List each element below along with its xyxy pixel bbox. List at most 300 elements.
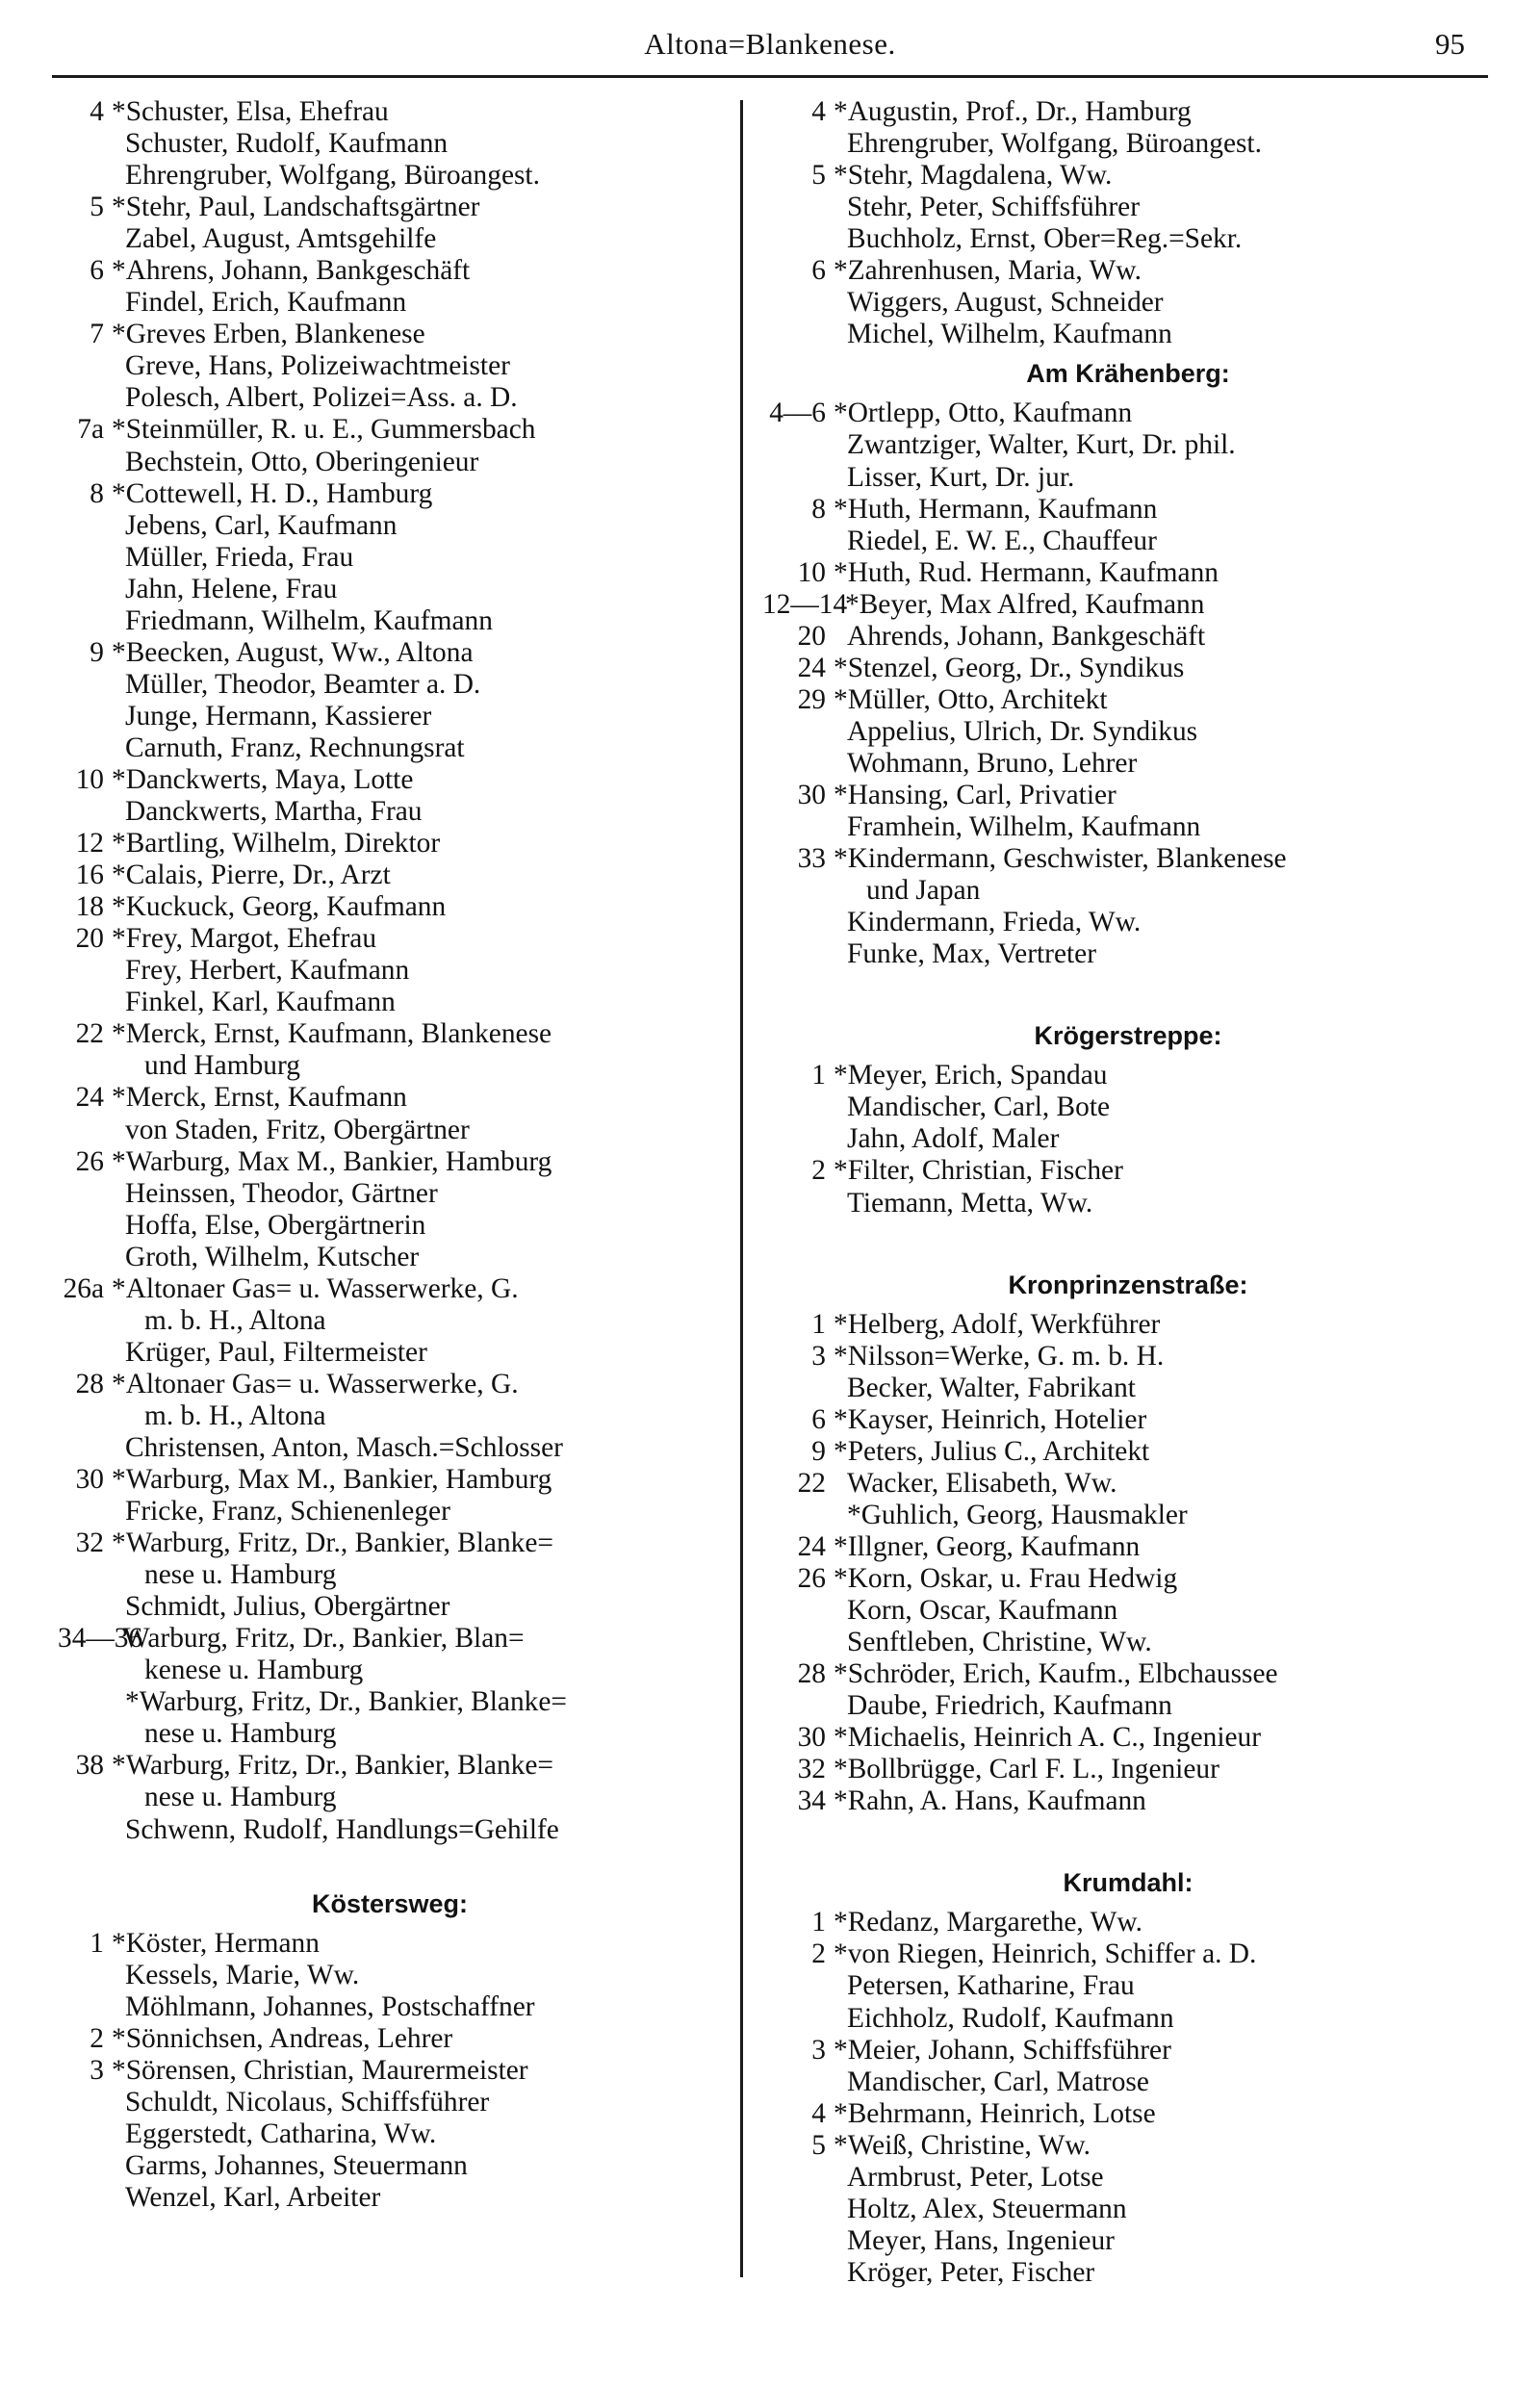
resident-text: Funke, Max, Vertreter [847, 938, 1097, 970]
house-number: 6 [811, 1403, 826, 1435]
resident-text: *Augustin, Prof., Dr., Hamburg [834, 96, 1192, 127]
house-number: 22 [797, 1467, 826, 1499]
resident-text: Bechstein, Otto, Oberingenieur [125, 446, 479, 477]
directory-entry [58, 2023, 722, 2055]
resident-text: Michel, Wilhelm, Kaufmann [847, 319, 1172, 350]
resident-text: *von Riegen, Heinrich, Schiffer a. D. [834, 1938, 1257, 1970]
directory-entry [58, 1400, 722, 1432]
house-number: 1 [90, 1927, 104, 1959]
directory-entry [762, 287, 1494, 319]
directory-entry [58, 1050, 722, 1082]
house-number: 2 [811, 1938, 826, 1970]
resident-text: *Sörensen, Christian, Maurermeister [112, 2054, 528, 2086]
resident-text: Finkel, Karl, Kaufmann [125, 987, 396, 1018]
resident-text: Kröger, Peter, Fischer [847, 2256, 1095, 2288]
resident-text: Greve, Hans, Polizeiwachtmeister [125, 350, 510, 382]
house-number: 4—6 [769, 398, 826, 429]
directory-entry [58, 1782, 722, 1813]
directory-entry [762, 621, 1494, 653]
directory-entry [58, 2150, 722, 2182]
resident-text: Armbrust, Peter, Lotse [847, 2161, 1104, 2193]
directory-entry [58, 1178, 722, 1210]
directory-entry [762, 1595, 1494, 1627]
resident-text: Daube, Friedrich, Kaufmann [847, 1690, 1172, 1722]
right-column [762, 96, 1494, 2289]
directory-entry [762, 875, 1494, 907]
directory-entry [58, 1750, 722, 1782]
directory-entry [762, 1970, 1494, 2002]
resident-text: *Meyer, Erich, Spandau [834, 1060, 1108, 1091]
resident-text: *Stehr, Magdalena, Ww. [834, 160, 1113, 192]
resident-text: *Illgner, Georg, Kaufmann [834, 1530, 1141, 1562]
resident-text: *Bartling, Wilhelm, Direktor [112, 828, 441, 860]
resident-text: Schmidt, Julius, Obergärtner [125, 1591, 450, 1623]
resident-text: *Warburg, Fritz, Dr., Bankier, Blanke= [125, 1686, 567, 1718]
directory-entry [58, 542, 722, 574]
resident-text: *Huth, Rud. Hermann, Kaufmann [834, 556, 1219, 588]
directory-entry [58, 955, 722, 987]
resident-text: *Zahrenhusen, Maria, Ww. [834, 255, 1142, 287]
running-head [52, 27, 1488, 78]
directory-entry [762, 1722, 1494, 1754]
directory-entry [762, 653, 1494, 684]
resident-text: Buchholz, Ernst, Ober=Reg.=Sekr. [847, 223, 1243, 255]
resident-text: m. b. H., Altona [144, 1399, 326, 1431]
spacer [762, 1817, 1494, 1860]
directory-entry [58, 1210, 722, 1242]
directory-entry [58, 860, 722, 891]
directory-entry [762, 1436, 1494, 1468]
directory-entry [58, 1432, 722, 1464]
directory-entry [762, 1373, 1494, 1404]
house-number: 10 [797, 556, 826, 588]
house-number: 12—14 [762, 588, 848, 620]
resident-text: *Filter, Christian, Fischer [834, 1155, 1123, 1187]
spacer [762, 1013, 1494, 1020]
spacer [762, 390, 1494, 398]
resident-text: *Ortlepp, Otto, Kaufmann [834, 398, 1133, 429]
resident-text: *Hansing, Carl, Privatier [834, 779, 1116, 810]
house-number: 20 [75, 923, 104, 955]
house-number: 26a [63, 1272, 104, 1304]
resident-text: nese u. Hamburg [144, 1559, 337, 1591]
resident-text: Wenzel, Karl, Arbeiter [125, 2182, 381, 2213]
directory-entry [58, 1527, 722, 1559]
house-number: 26 [75, 1145, 104, 1177]
directory-entry [762, 1658, 1494, 1690]
resident-text: Findel, Erich, Kaufmann [125, 287, 407, 319]
resident-text: *Greves Erben, Blankenese [112, 319, 425, 350]
directory-entry [58, 987, 722, 1018]
resident-text: *Weiß, Christine, Ww. [834, 2129, 1091, 2161]
resident-text: Holtz, Alex, Steuermann [847, 2193, 1127, 2224]
resident-text: Polesch, Albert, Polizei=Ass. a. D. [125, 382, 518, 414]
directory-entry [58, 828, 722, 860]
house-number: 16 [75, 860, 104, 891]
resident-text: Kessels, Marie, Ww. [125, 1959, 360, 1990]
resident-text: *Sönnichsen, Andreas, Lehrer [112, 2022, 453, 2054]
directory-entry [58, 669, 722, 701]
resident-text: *Kindermann, Geschwister, Blankenese [834, 843, 1287, 875]
house-number: 3 [90, 2054, 104, 2086]
resident-text: *Huth, Hermann, Kaufmann [834, 493, 1158, 525]
resident-text: *Helberg, Adolf, Werkführer [834, 1308, 1161, 1340]
directory-entry [58, 1082, 722, 1114]
resident-text: *Rahn, A. Hans, Kaufmann [834, 1785, 1146, 1817]
house-number: 32 [797, 1754, 826, 1785]
resident-text: nese u. Hamburg [144, 1718, 337, 1750]
house-number: 10 [75, 763, 104, 795]
house-number: 30 [797, 1722, 826, 1754]
spacer [762, 1301, 1494, 1309]
directory-entry [58, 637, 722, 669]
directory-entry [58, 1242, 722, 1273]
directory-entry [762, 684, 1494, 716]
resident-text: Fricke, Franz, Schienenleger [125, 1496, 450, 1527]
directory-entry [762, 1341, 1494, 1373]
house-number: 22 [75, 1018, 104, 1050]
house-number: 8 [811, 493, 826, 525]
directory-entry [762, 1563, 1494, 1595]
house-number: 18 [75, 891, 104, 923]
resident-text: *Danckwerts, Maya, Lotte [112, 763, 414, 795]
resident-text: Petersen, Katharine, Frau [847, 1970, 1135, 2002]
directory-entry [58, 255, 722, 287]
resident-text: *Bollbrügge, Carl F. L., Ingenieur [834, 1754, 1219, 1785]
directory-entry [762, 2066, 1494, 2098]
spacer [762, 1899, 1494, 1907]
resident-text: *Steinmüller, R. u. E., Gummersbach [112, 414, 536, 446]
house-number: 4 [811, 96, 826, 127]
resident-text: Carnuth, Franz, Rechnungsrat [125, 732, 465, 763]
directory-entry [58, 605, 722, 637]
directory-entry [762, 589, 1494, 621]
street-heading: Krumdahl: [1063, 1868, 1194, 1898]
house-number: 33 [797, 843, 826, 875]
resident-text: kenese u. Hamburg [144, 1655, 364, 1686]
directory-entry [762, 319, 1494, 350]
resident-text: Müller, Theodor, Beamter a. D. [125, 668, 481, 700]
directory-entry [58, 1146, 722, 1178]
house-number: 3 [811, 2034, 826, 2066]
directory-entry [58, 1960, 722, 1991]
resident-text: Schuldt, Nicolaus, Schiffsführer [125, 2086, 490, 2118]
resident-text: Krüger, Paul, Filtermeister [125, 1336, 427, 1368]
directory-entry [762, 938, 1494, 970]
directory-entry [58, 1337, 722, 1369]
resident-text: Groth, Wilhelm, Kutscher [125, 1241, 420, 1272]
directory-entry [762, 1531, 1494, 1563]
directory-entry [762, 2035, 1494, 2066]
directory-entry [58, 923, 722, 955]
house-number: 5 [90, 192, 104, 223]
directory-entry [58, 1496, 722, 1527]
directory-entry [58, 287, 722, 319]
directory-entry [58, 732, 722, 764]
house-number: 24 [797, 1530, 826, 1562]
house-number: 28 [75, 1368, 104, 1399]
street-heading: Krögerstreppe: [1034, 1021, 1222, 1051]
resident-text: Warburg, Fritz, Dr., Bankier, Blan= [123, 1623, 525, 1655]
house-number: 26 [797, 1562, 826, 1594]
directory-entry [58, 1018, 722, 1050]
house-number: 30 [797, 779, 826, 810]
directory-entry [58, 1655, 722, 1686]
resident-text: *Korn, Oskar, u. Frau Hedwig [834, 1562, 1178, 1594]
resident-text: Heinssen, Theodor, Gärtner [125, 1177, 438, 1209]
directory-entry [762, 2098, 1494, 2130]
resident-text: *Altonaer Gas= u. Wasserwerke, G. [112, 1368, 519, 1399]
directory-entry [58, 96, 722, 128]
directory-entry [762, 1309, 1494, 1341]
resident-text: Mandischer, Carl, Bote [847, 1091, 1111, 1123]
directory-entry [58, 701, 722, 732]
directory-entry [762, 811, 1494, 843]
house-number: 34—36 [58, 1623, 143, 1655]
house-number: 20 [797, 620, 826, 652]
house-number: 6 [811, 255, 826, 287]
house-number: 4 [811, 2097, 826, 2129]
resident-text: Junge, Hermann, Kassierer [125, 700, 432, 732]
house-number: 2 [90, 2022, 104, 2054]
directory-entry [58, 1559, 722, 1591]
resident-text: und Japan [866, 875, 981, 907]
resident-text: Wiggers, August, Schneider [847, 287, 1164, 319]
directory-entry [762, 1907, 1494, 1938]
directory-entry [58, 1273, 722, 1305]
directory-entry [762, 2194, 1494, 2225]
directory-entry [762, 255, 1494, 287]
resident-text: Becker, Walter, Fabrikant [847, 1372, 1136, 1403]
directory-entry [58, 1928, 722, 1960]
house-number: 28 [797, 1658, 826, 1690]
directory-entry [762, 2003, 1494, 2035]
resident-text: Eggerstedt, Catharina, Ww. [125, 2118, 437, 2149]
house-number: 24 [75, 1082, 104, 1114]
directory-entry [762, 1404, 1494, 1436]
column-divider [740, 100, 743, 2277]
directory-entry [58, 1369, 722, 1400]
resident-text: Tiemann, Metta, Ww. [847, 1187, 1093, 1219]
resident-text: *Warburg, Fritz, Dr., Bankier, Blanke= [112, 1527, 553, 1559]
street-heading: Köstersweg: [311, 1888, 469, 1918]
resident-text: *Köster, Hermann [112, 1927, 320, 1959]
directory-entry [762, 1500, 1494, 1531]
directory-entry [762, 398, 1494, 429]
spacer [762, 350, 1494, 358]
resident-text: *Calais, Pierre, Dr., Arzt [112, 860, 391, 891]
resident-text: Zwantziger, Walter, Kurt, Dr. phil. [847, 429, 1236, 461]
resident-text: *Merck, Ernst, Kaufmann, Blankenese [112, 1018, 552, 1050]
resident-text: Zabel, August, Amtsgehilfe [125, 223, 437, 255]
directory-entry [762, 192, 1494, 223]
directory-entry [58, 764, 722, 796]
resident-text: Lisser, Kurt, Dr. jur. [847, 461, 1075, 493]
resident-text: Ehrengruber, Wolfgang, Büroangest. [125, 160, 540, 192]
resident-text: Müller, Frieda, Frau [125, 541, 354, 573]
house-number: 6 [90, 255, 104, 287]
house-number: 4 [90, 96, 104, 127]
house-number: 1 [811, 1060, 826, 1091]
house-number: 32 [75, 1527, 104, 1559]
resident-text: Stehr, Peter, Schiffsführer [847, 192, 1140, 223]
resident-text: *Schuster, Elsa, Ehefrau [112, 96, 389, 127]
resident-text: Christensen, Anton, Masch.=Schlosser [125, 1431, 563, 1463]
directory-entry [762, 2225, 1494, 2257]
directory-entry [762, 716, 1494, 748]
directory-entry [58, 1591, 722, 1623]
house-number: 24 [797, 652, 826, 683]
resident-text: *Frey, Margot, Ehefrau [112, 923, 377, 955]
directory-entry [58, 478, 722, 510]
directory-entry [762, 748, 1494, 780]
house-number: 2 [811, 1155, 826, 1187]
resident-text: Korn, Oscar, Kaufmann [847, 1595, 1118, 1627]
directory-entry [58, 1623, 722, 1655]
resident-text: Friedmann, Wilhelm, Kaufmann [125, 604, 493, 636]
resident-text: Riedel, E. W. E., Chauffeur [847, 525, 1157, 556]
house-number: 5 [811, 2129, 826, 2161]
resident-text: *Redanz, Margarethe, Ww. [834, 1907, 1142, 1938]
directory-entry [58, 223, 722, 255]
street-heading: Kronprinzenstraße: [1008, 1270, 1248, 1299]
resident-text: *Michaelis, Heinrich A. C., Ingenieur [834, 1722, 1262, 1754]
directory-entry [762, 160, 1494, 192]
directory-entry [762, 526, 1494, 557]
resident-text: Schwenn, Rudolf, Handlungs=Gehilfe [125, 1813, 559, 1845]
directory-entry [762, 780, 1494, 811]
directory-entry [762, 2130, 1494, 2162]
directory-entry [58, 891, 722, 923]
directory-entry [58, 382, 722, 414]
resident-text: *Nilsson=Werke, G. m. b. H. [834, 1340, 1165, 1372]
directory-entry [58, 1686, 722, 1718]
resident-text: *Cottewell, H. D., Hamburg [112, 477, 433, 509]
directory-entry [762, 1091, 1494, 1123]
resident-text: Garms, Johannes, Steuermann [125, 2149, 468, 2181]
resident-text: Wohmann, Bruno, Lehrer [847, 747, 1138, 779]
resident-text: *Kayser, Heinrich, Hotelier [834, 1403, 1147, 1435]
directory-entry [58, 1115, 722, 1146]
directory-entry [762, 1188, 1494, 1219]
resident-text: Hoffa, Else, Obergärtnerin [125, 1209, 426, 1241]
directory-entry [762, 907, 1494, 938]
directory-entry [762, 1468, 1494, 1500]
resident-text: *Behrmann, Heinrich, Lotse [834, 2097, 1156, 2129]
resident-text: Eichholz, Rudolf, Kaufmann [847, 2002, 1174, 2034]
resident-text: *Warburg, Fritz, Dr., Bankier, Blanke= [112, 1750, 553, 1782]
directory-entry [58, 414, 722, 446]
directory-entry [762, 1123, 1494, 1155]
house-number: 9 [811, 1435, 826, 1467]
directory-entry [762, 2162, 1494, 2194]
house-number: 5 [811, 160, 826, 192]
directory-entry [762, 1785, 1494, 1817]
directory-entry [762, 1938, 1494, 1970]
resident-text: Wacker, Elisabeth, Ww. [847, 1467, 1117, 1499]
directory-entry [762, 429, 1494, 461]
directory-entry [58, 2182, 722, 2214]
resident-text: von Staden, Fritz, Obergärtner [125, 1114, 470, 1145]
house-number: 7a [77, 414, 104, 446]
page-number: 95 [1435, 27, 1465, 61]
spacer [762, 1262, 1494, 1270]
resident-text: nese u. Hamburg [144, 1782, 337, 1813]
directory-entry [58, 796, 722, 828]
spacer [762, 1052, 1494, 1060]
directory-entry [762, 1754, 1494, 1785]
house-number: 7 [90, 319, 104, 350]
resident-text: Mandischer, Carl, Matrose [847, 2066, 1149, 2097]
spacer [762, 970, 1494, 1013]
resident-text: Jebens, Carl, Kaufmann [125, 509, 398, 541]
directory-entry [58, 2087, 722, 2118]
directory-entry [58, 1718, 722, 1750]
directory-entry [58, 2055, 722, 2087]
resident-text: *Schröder, Erich, Kaufm., Elbchaussee [834, 1658, 1278, 1690]
directory-entry [58, 2118, 722, 2150]
resident-text: Framhein, Wilhelm, Kaufmann [847, 811, 1201, 843]
resident-text: Danckwerts, Martha, Frau [125, 796, 423, 828]
directory-entry [58, 1464, 722, 1496]
resident-text: Ehrengruber, Wolfgang, Büroangest. [847, 128, 1262, 160]
resident-text: *Guhlich, Georg, Hausmakler [847, 1499, 1188, 1530]
directory-entry [762, 462, 1494, 494]
resident-text: *Warburg, Max M., Bankier, Hamburg [112, 1464, 552, 1496]
directory-entry [58, 1305, 722, 1337]
resident-text: m. b. H., Altona [144, 1304, 326, 1336]
resident-text: Schuster, Rudolf, Kaufmann [125, 128, 449, 160]
directory-entry [58, 160, 722, 192]
resident-text: *Stehr, Paul, Landschaftsgärtner [112, 192, 480, 223]
resident-text: Senftleben, Christine, Ww. [847, 1627, 1152, 1658]
page-title: Altona=Blankenese. [644, 27, 896, 61]
directory-entry [762, 1060, 1494, 1091]
directory-entry [58, 192, 722, 223]
directory-entry [58, 1991, 722, 2023]
resident-text: *Stenzel, Georg, Dr., Syndikus [834, 652, 1185, 683]
house-number: 9 [90, 636, 104, 668]
house-number: 1 [811, 1308, 826, 1340]
directory-entry [58, 447, 722, 478]
directory-entry [58, 350, 722, 382]
resident-text: Appelius, Ulrich, Dr. Syndikus [847, 715, 1198, 747]
resident-text: *Beecken, August, Ww., Altona [112, 636, 474, 668]
resident-text: *Warburg, Max M., Bankier, Hamburg [112, 1145, 552, 1177]
spacer [58, 1920, 722, 1928]
resident-text: *Merck, Ernst, Kaufmann [112, 1082, 407, 1114]
spacer [762, 1860, 1494, 1867]
resident-text: Meyer, Hans, Ingenieur [847, 2224, 1115, 2256]
spacer [58, 1846, 722, 1888]
resident-text: *Beyer, Max Alfred, Kaufmann [845, 588, 1205, 620]
resident-text: *Ahrens, Johann, Bankgeschäft [112, 255, 471, 287]
directory-entry [762, 128, 1494, 160]
street-heading: Am Krähenberg: [1026, 359, 1230, 389]
house-number: 1 [811, 1907, 826, 1938]
directory-entry [762, 1155, 1494, 1187]
directory-entry [762, 1690, 1494, 1722]
directory-entry [58, 510, 722, 542]
spacer [762, 1219, 1494, 1262]
resident-text: *Altonaer Gas= u. Wasserwerke, G. [112, 1272, 519, 1304]
directory-entry [762, 2257, 1494, 2289]
resident-text: *Peters, Julius C., Architekt [834, 1435, 1150, 1467]
directory-entry [762, 557, 1494, 589]
directory-entry [58, 1814, 722, 1846]
house-number: 30 [75, 1464, 104, 1496]
directory-entry [58, 574, 722, 605]
